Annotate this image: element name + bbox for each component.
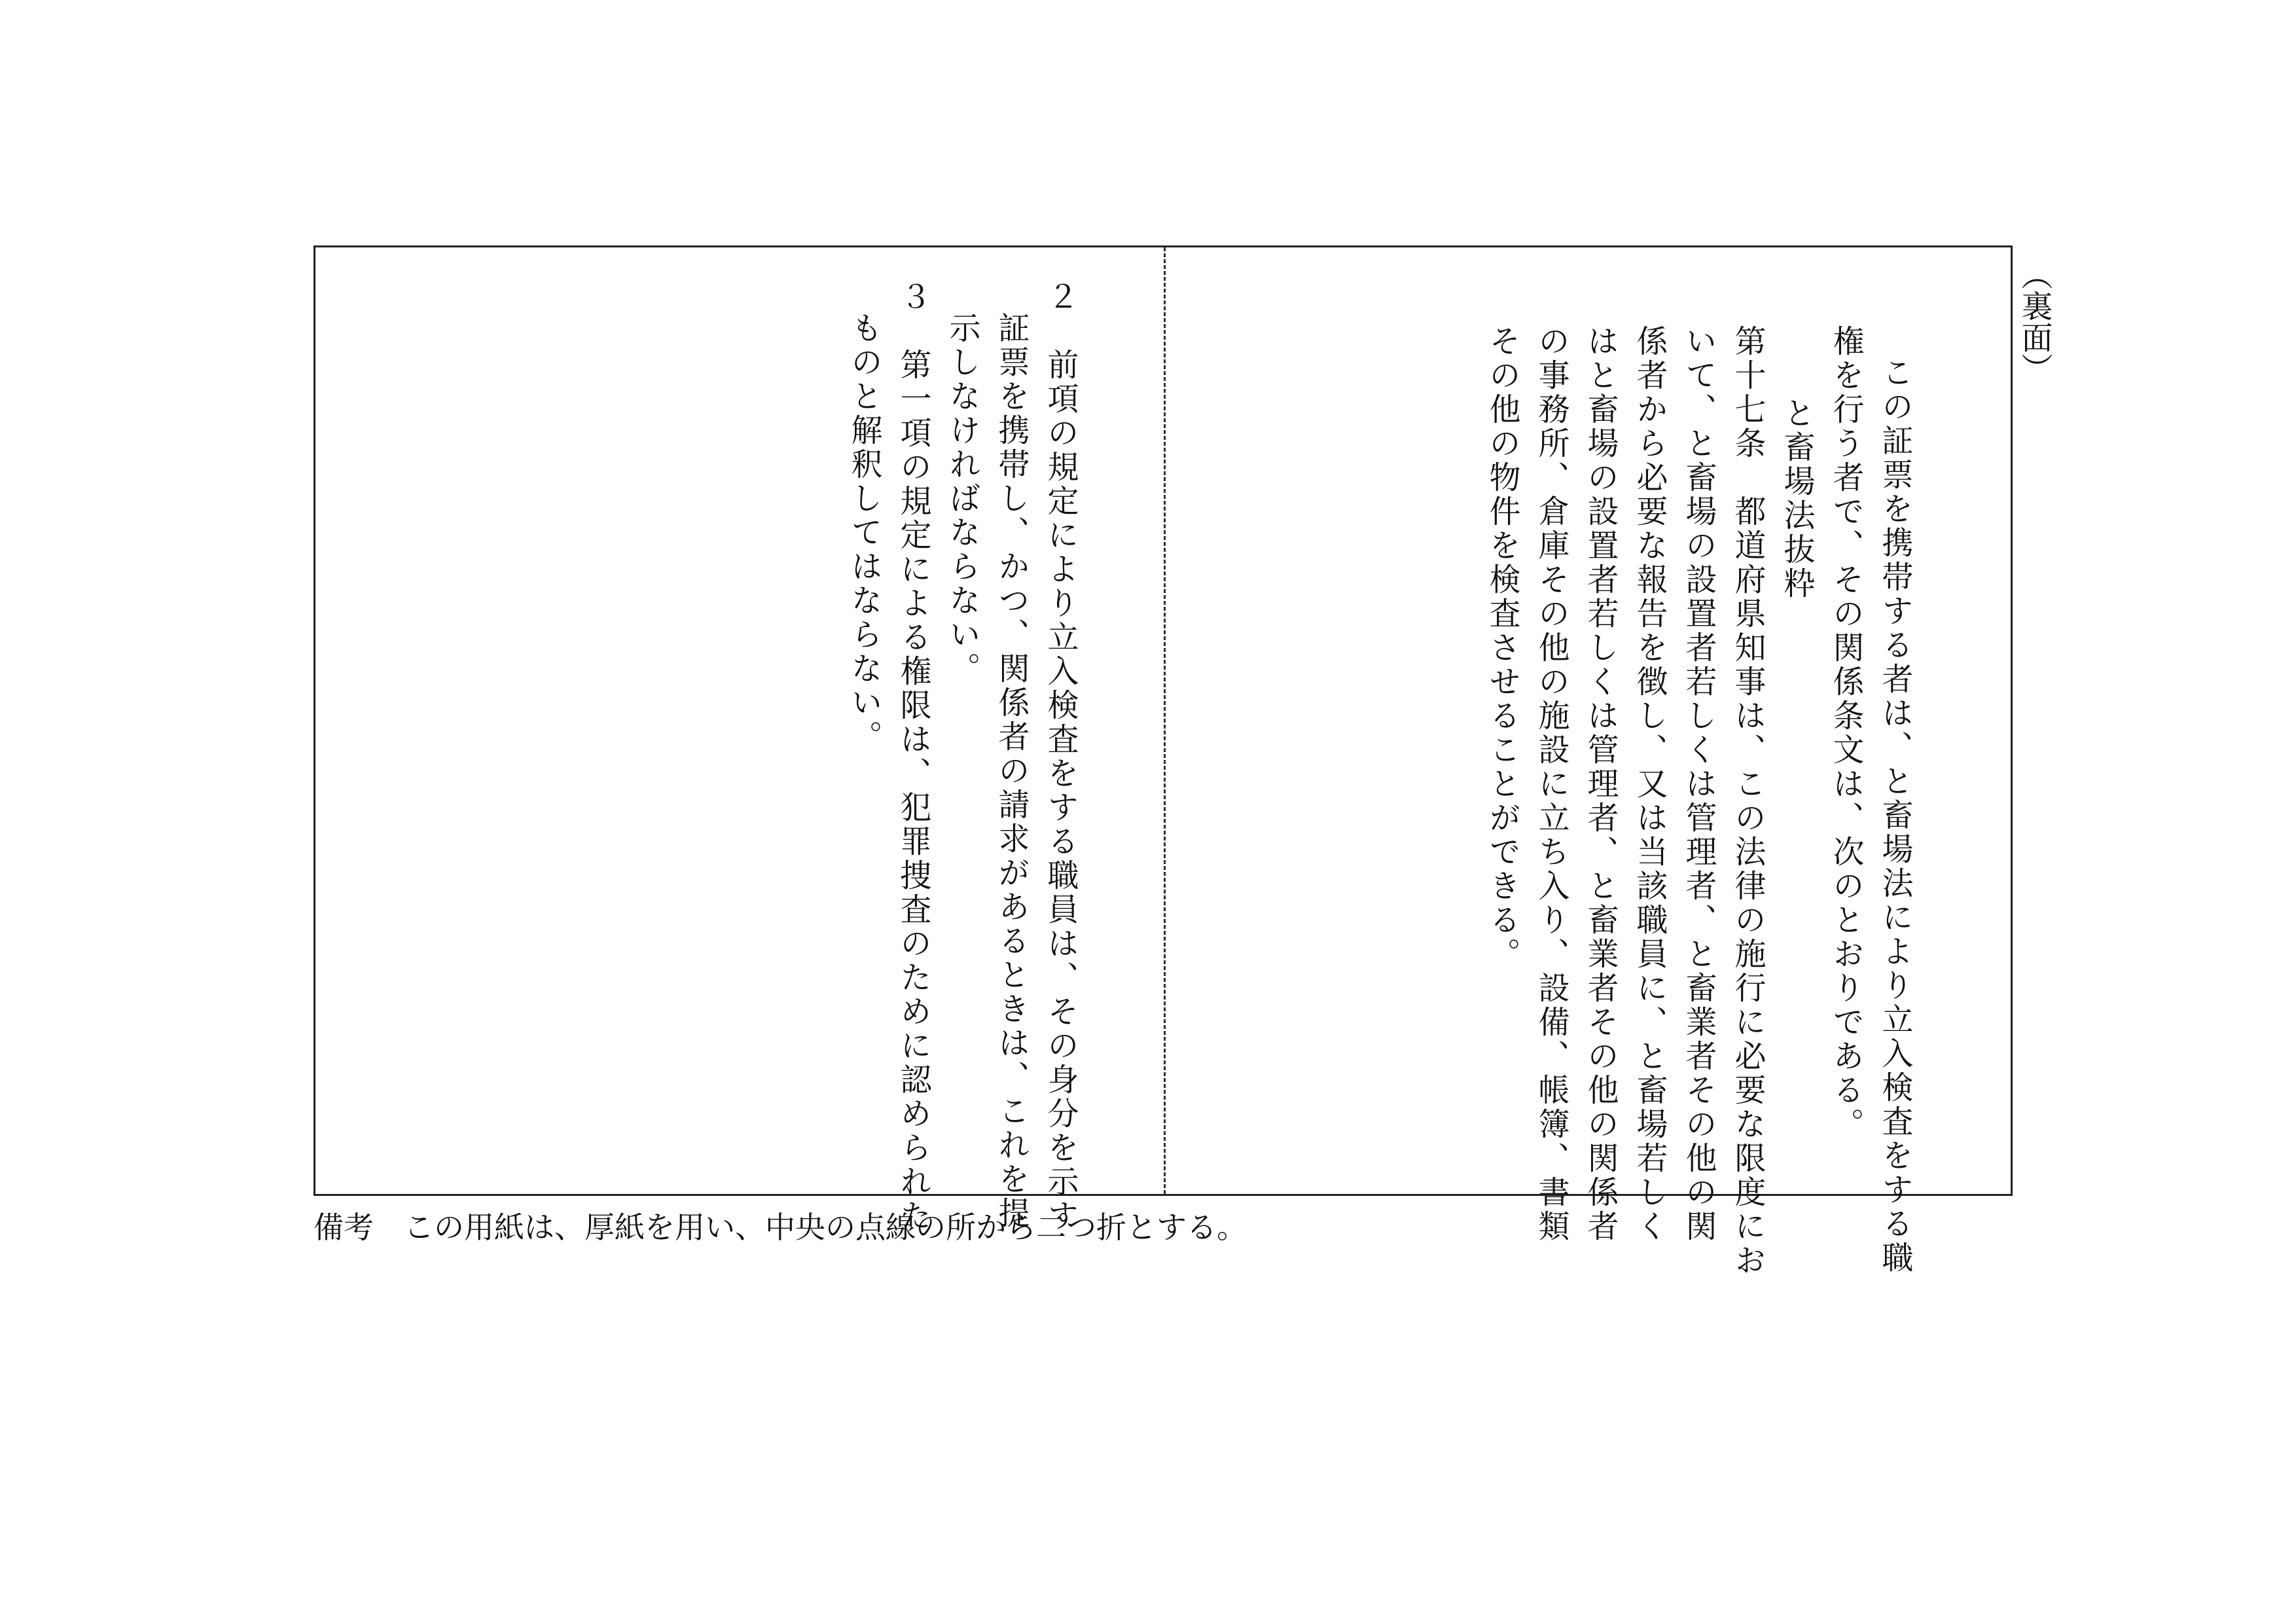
intro-line-2: 権を行う者で、その関係条文は、次のとおりである。 [1827,325,1864,1142]
article-17-line-6: その他の物件を検査させることができる。 [1484,325,1520,971]
right-panel-text [1477,325,1919,1278]
article-17-line-2: いて、と畜場の設置者若しくは管理者、と畜業者その他の関 [1680,325,1717,1244]
back-side-label: （裏面） [2016,259,2053,384]
paragraph-2-line-2: 証票を携帯し、かつ、関係者の請求があるときは、これを提 [993,312,1030,1231]
article-17-line-1: 第十七条 都道府県知事は、この法律の施行に必要な限度にお [1729,325,1766,1278]
law-excerpt-heading: と畜場法抜粋 [1778,397,1815,601]
article-17-line-5: の事務所、倉庫その他の施設に立ち入り、設備、帳簿、書類 [1533,325,1570,1244]
paragraph-3-line-2: ものと解釈してはならない。 [846,312,882,754]
remarks-note: 備考 この用紙は、厚紙を用い、中央の点線の所から二つ折とする。 [314,1210,1247,1245]
intro-line-1: この証票を携帯する者は、と畜場法により立入検査をする職 [1876,356,1913,1275]
paragraph-3-line-1: ３ 第一項の規定による権限は、犯罪捜査のために認められた [895,280,931,1233]
paragraph-2-line-3: 示しなければならない。 [944,312,980,686]
article-17-line-4: はと畜場の設置者若しくは管理者、と畜業者その他の関係者 [1582,325,1619,1244]
fold-line [1164,247,1166,1194]
paragraph-2-line-1: ２ 前項の規定により立入検査をする職員は、その身分を示す [1042,280,1079,1233]
left-panel-text [839,280,1085,1233]
article-17-line-3: 係者から必要な報告を徴し、又は当該職員に、と畜場若しく [1631,325,1668,1244]
